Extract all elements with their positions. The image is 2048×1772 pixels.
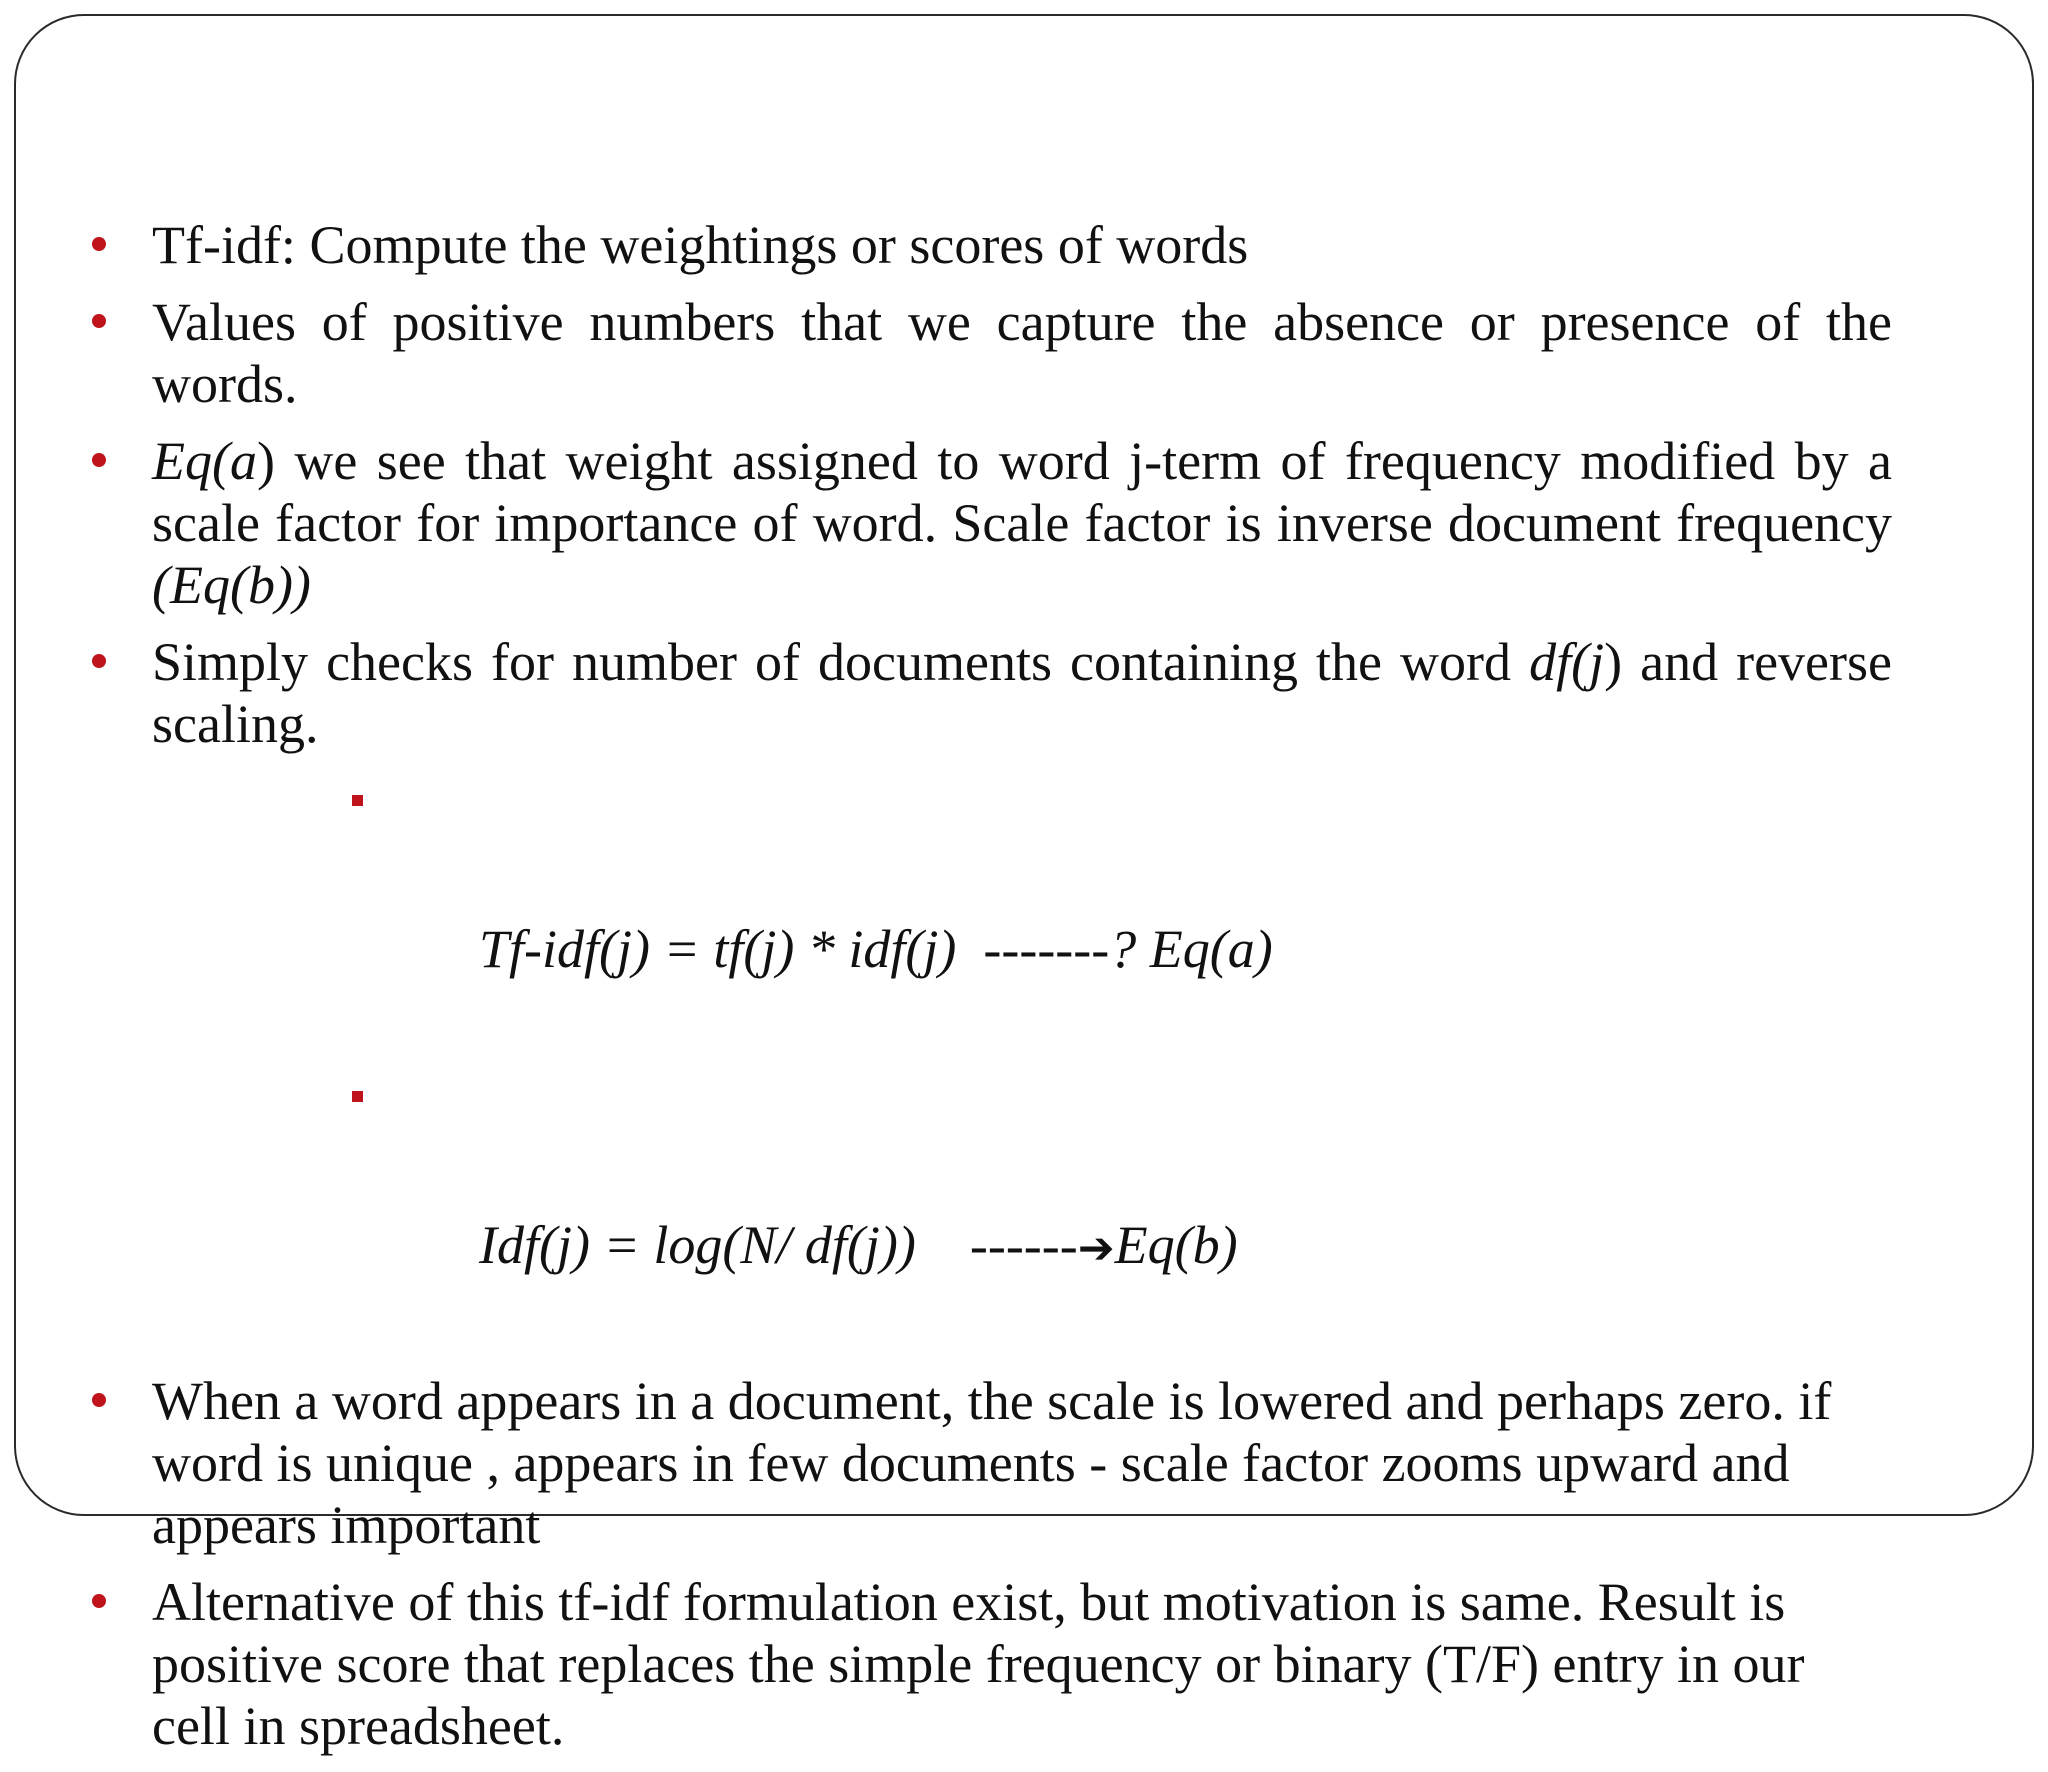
df-j-term: df(j [1529,632,1605,692]
bullet-text: Values of positive numbers that we capture the absence or presence of the words. [152,292,1892,414]
eq-b-reference: (Eq(b)) [152,555,311,615]
bullet-item-scale-behavior [86,1370,1892,1556]
slide-content [86,214,1892,1772]
bullet-text: ) we see that weight assigned to word j-term of frequency modified by a scale factor for importance of word. Scale factor is inverse document frequency [152,431,1892,553]
bullet-dot-icon [92,1393,106,1407]
bullet-item-tfidf-definition [86,214,1892,276]
eq-a-reference: Eq(a [152,431,257,491]
bullet-text: Simply checks for number of documents containing the word [152,632,1530,692]
formula-list [86,764,1892,1360]
formula-eq-label: Eq(b) [1114,1215,1238,1275]
bullet-text: Tf-idf: Compute the weightings or scores of words [152,215,1249,275]
bullet-text: Alternative of this tf-idf formulation exist, but motivation is same. Result is positive score that replaces the simple frequency or binary (T/F) entry in our cell in spreadsheet. [152,1572,1805,1756]
formula-text: Idf(j) = log(N/ df(j)) ------ [479,1215,1078,1275]
formula-text: Tf-idf(j) = tf(j) * idf(j) -------? Eq(a) [479,919,1273,979]
formula-idf [86,1060,1892,1360]
bullet-dot-icon [92,654,106,668]
bullet-item-positive-values [86,291,1892,415]
bullet-item-document-frequency [86,631,1892,755]
bullet-text-end: ) and reverse scaling. [152,632,1892,754]
bullet-text: When a word appears in a document, the scale is lowered and perhaps zero. if word is unique , appears in few documents - scale factor zooms upward and appears important [152,1371,1832,1555]
square-bullet-icon [352,1091,363,1102]
right-arrow-icon: ➔ [1077,1223,1115,1274]
square-bullet-icon [352,795,363,806]
bullet-item-eq-a-explanation [86,430,1892,616]
bullet-dot-icon [92,237,106,251]
bullet-dot-icon [92,1594,106,1608]
formula-tfidf [86,764,1892,1060]
bullet-item-alternative-formulation [86,1571,1892,1757]
bullet-dot-icon [92,453,106,467]
bullet-dot-icon [92,314,106,328]
